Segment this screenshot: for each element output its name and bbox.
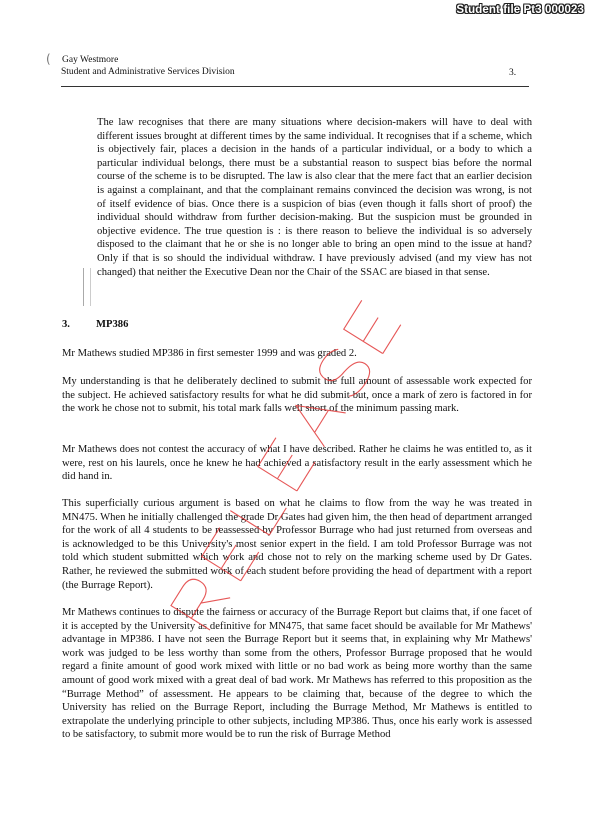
- page-number: 3.: [509, 68, 517, 78]
- margin-scribble-mark: [83, 268, 91, 306]
- paragraph-2: My understanding is that he deliberately declined to submit the full amount of assessable work expected for the subject. He achieved satisfactory results for what he did submit but, once a mark of zero is factored in for the work he chose not to submit, his total mark falls well short of the minimum passing mark.: [62, 376, 532, 415]
- paragraph-5: Mr Mathews continues to dispute the fairness or accuracy of the Burrage Report but claims that, if one facet of it is accepted by the University as definitive for MN475, that same facet should be available for Mr Mathews' advantage in MP386. I have not seen the Burrage Report but it seems that, in explaining why Mr Mathews' work was judged to be less worthy than some from the others, Professor Burrage proposed that he would regard a finite amount of good work mixed with little or no bad work as being more worthy than the same amount of good work mixed with a great deal of bad work. Mr Mathews has referred to this proposition as the “Burrage Method” of assessment. He appears to be claiming that, because of the degree to which the University has relied on the Burrage Report, including the Burrage Method, Mr Mathews is entitled to extrapolate the underlying principle to other subjects, including MP386. Thus, once his early work is assessed to be satisfactory, to submit more would be to run the risk of Burrage Method: [62, 607, 532, 741]
- section-title: MP386: [96, 319, 129, 330]
- paragraph-3: Mr Mathews does not contest the accuracy of what I have described. Rather he claims he was entitled to, as it were, rest on his laurels, once he knew he had achieved a satisfactory result in the early assessment which he did hand in.: [62, 444, 532, 483]
- quoted-legal-passage: The law recognises that there are many situations where decision-makers will have to deal with different issues brought at different times by the same individual. It recognises that if a scheme, which is objectively fair, places a decision in the hands of a particular individual, or a body to which a particular individual belongs, there must be a substantial reason to suspect bias before the normal course of the scheme is to be disrupted. The law is also clear that the mere fact that an earlier decision is against a complainant, and that the complainant remains convinced the decision was wrong, is not of itself evidence of bias. Once there is a suspicion of bias (even though it falls short of proof) the individual should withdraw from further decision-making. But the suspicion must be grounded in objective evidence. The true question is : is there reason to believe the individual is so adversely disposed to the claimant that he or she is no longer able to bring an open mind to the issue at hand? Only if that is so should the individual withdraw. I have previously advised (and my view has not changed) that neither the Executive Dean nor the Chair of the SSAC are biased in that sense.: [97, 117, 532, 278]
- margin-bracket-mark: (: [46, 52, 51, 66]
- paragraph-1: Mr Mathews studied MP386 in first semester 1999 and was graded 2.: [62, 348, 357, 359]
- header-division: Student and Administrative Services Division: [61, 67, 235, 77]
- paragraph-4: This superficially curious argument is based on what he claims to flow from the way he was treated in MN475. When he initially challenged the grade Dr Gates had given him, the then head of department arranged for the work of all 4 students to be reassessed by Professor Burrage who had just returned from overseas and is acknowledged to be this University's most senior expert in the field. I am told Professor Burrage was not told which student submitted which work and chose not to rely on the marking scheme used by Dr Gates. Rather, he reviewed the submitted work of each student before providing the head of department with a report (the Burrage Report).: [62, 498, 532, 591]
- header-author-name: Gay Westmore: [62, 55, 119, 65]
- section-heading: [62, 318, 128, 332]
- header-divider: [61, 86, 529, 87]
- file-stamp: Student file Pt3 000023: [456, 4, 584, 16]
- section-number: 3.: [62, 319, 70, 330]
